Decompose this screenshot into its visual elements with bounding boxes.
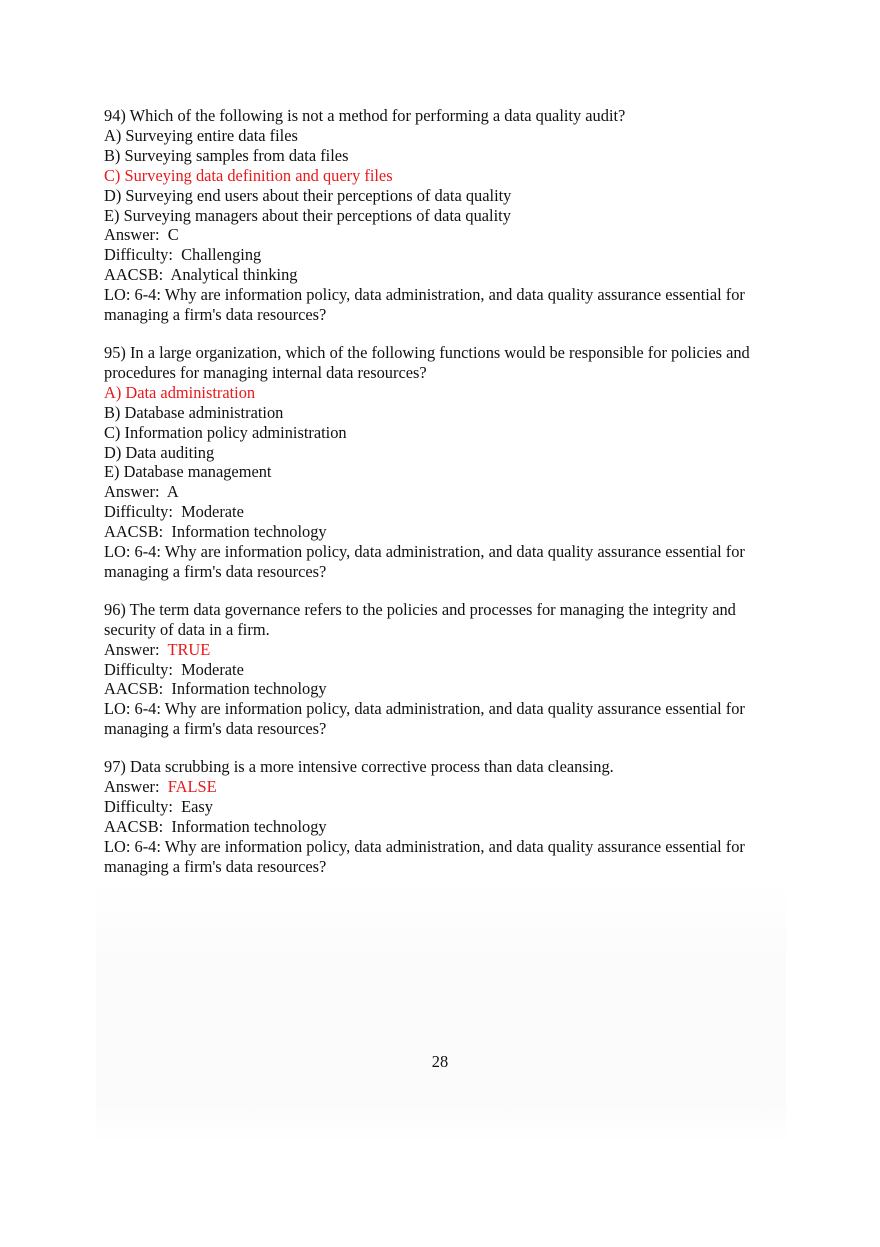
question-stem: 94) Which of the following is not a method for performing a data quality audit? <box>104 106 626 125</box>
answer-value: C <box>167 225 179 245</box>
question-stem: 95) In a large organization, which of the following functions would be responsible for policies and procedures for managing internal data resources? <box>104 342 750 382</box>
difficulty-line: Difficulty: Moderate <box>104 502 244 522</box>
answer-label: Answer: <box>104 482 167 502</box>
question-95 <box>104 343 776 582</box>
option-c-correct: C) Surveying data definition and query files <box>104 165 393 185</box>
difficulty-line: Difficulty: Challenging <box>104 245 262 265</box>
option-a: A) Surveying entire data files <box>104 125 298 145</box>
difficulty-line: Difficulty: Easy <box>104 797 213 816</box>
question-stem: 96) The term data governance refers to the policies and processes for managing the integrity and security of data in a firm. <box>104 599 736 639</box>
option-d: D) Surveying end users about their perceptions of data quality <box>104 185 512 205</box>
question-list <box>104 106 776 895</box>
answer-line <box>104 225 776 245</box>
option-d: D) Data auditing <box>104 442 215 462</box>
aacsb-line: AACSB: Information technology <box>104 522 327 542</box>
answer-line <box>104 640 776 660</box>
learning-objective: LO: 6-4: Why are information policy, data administration, and data quality assurance essential for managing a firm's data resources? <box>104 699 745 739</box>
answer-label: Answer: <box>104 639 168 659</box>
question-stem: 97) Data scrubbing is a more intensive corrective process than data cleansing. <box>104 757 614 777</box>
page-number: 28 <box>431 1052 449 1071</box>
learning-objective: LO: 6-4: Why are information policy, data administration, and data quality assurance essential for managing a firm's data resources? <box>104 836 745 876</box>
question-96 <box>104 600 776 739</box>
difficulty-line: Difficulty: Moderate <box>104 659 244 679</box>
option-b: B) Surveying samples from data files <box>104 145 349 165</box>
question-94 <box>104 106 776 325</box>
page-shading <box>96 880 786 1142</box>
answer-line <box>104 482 776 502</box>
learning-objective: LO: 6-4: Why are information policy, data administration, and data quality assurance essential for managing a firm's data resources? <box>104 285 745 325</box>
aacsb-line: AACSB: Information technology <box>104 679 327 699</box>
answer-label: Answer: <box>104 777 168 797</box>
aacsb-line: AACSB: Analytical thinking <box>104 265 298 285</box>
answer-value: A <box>166 482 179 502</box>
learning-objective: LO: 6-4: Why are information policy, data administration, and data quality assurance essential for managing a firm's data resources? <box>104 542 745 581</box>
question-97 <box>104 757 776 876</box>
answer-value: FALSE <box>167 777 217 797</box>
answer-label: Answer: <box>104 225 168 245</box>
answer-value: TRUE <box>167 639 211 659</box>
option-b: B) Database administration <box>104 402 284 422</box>
option-c: C) Information policy administration <box>104 422 347 442</box>
answer-line <box>104 777 776 797</box>
option-e: E) Surveying managers about their perceptions of data quality <box>104 205 511 225</box>
option-a-correct: A) Data administration <box>104 382 256 402</box>
option-e: E) Database management <box>104 462 272 482</box>
aacsb-line: AACSB: Information technology <box>104 816 327 836</box>
